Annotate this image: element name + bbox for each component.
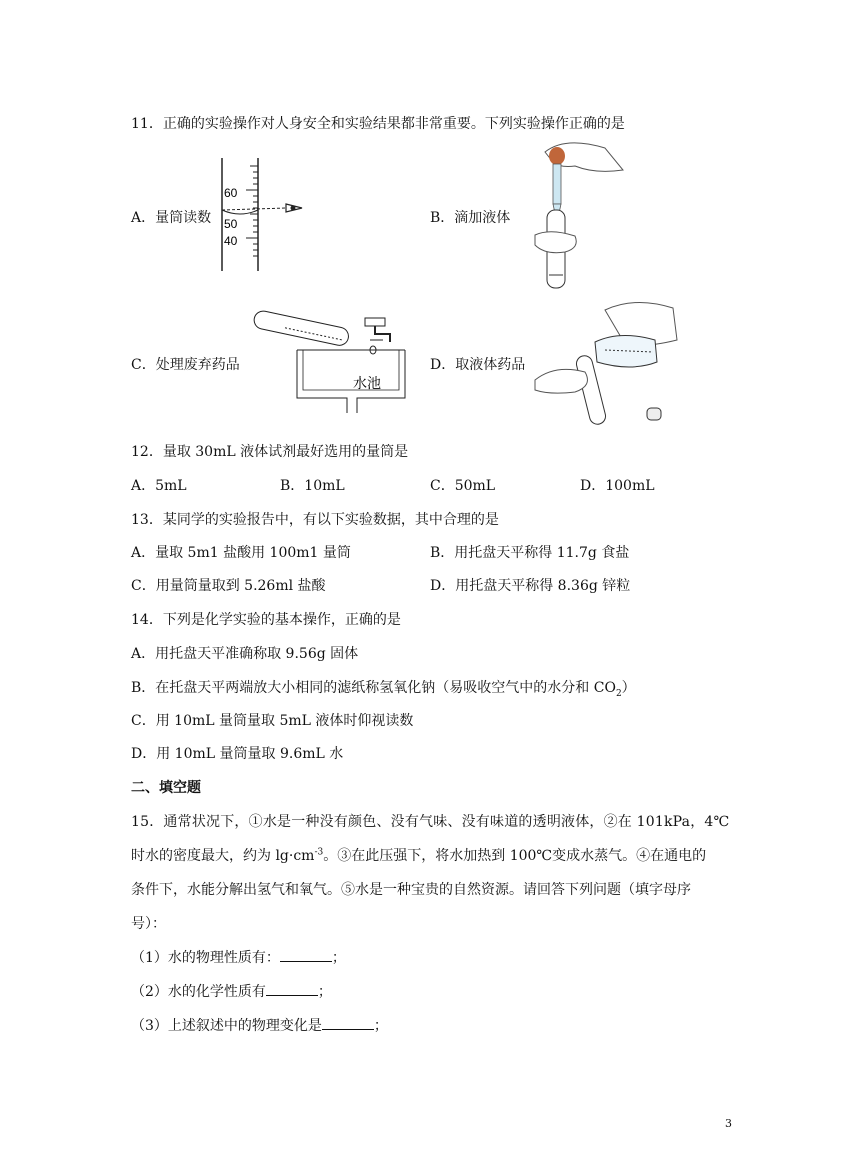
pouring-figure xyxy=(535,300,680,425)
sink-label: 水池 xyxy=(353,376,381,392)
q15-sub-1: （1）水的物理性质有： ； xyxy=(131,950,346,966)
q13-stem: 13．某同学的实验报告中，有以下实验数据，其中合理的是 xyxy=(131,512,499,528)
section-heading: 二、填空题 xyxy=(131,780,201,796)
q11-option-a: A．量筒读数 xyxy=(131,210,212,226)
sink-figure xyxy=(245,310,415,415)
answer-blank-1[interactable] xyxy=(280,949,332,962)
q12-option-d: D．100mL xyxy=(580,478,655,494)
q15-sub-2: （2）水的化学性质有 ； xyxy=(131,984,332,1000)
q15-line-1: 15．通常状况下，①水是一种没有颜色、没有气味、没有味道的透明液体，②在 101kPa，4℃ xyxy=(131,814,730,830)
q13-option-c: C．用量筒量取到 5.26ml 盐酸 xyxy=(131,578,326,594)
q12-option-a: A．5mL xyxy=(131,478,187,494)
q11-option-c: C．处理废弃药品 xyxy=(131,357,240,373)
q13-option-a: A．量取 5m1 盐酸用 100m1 量筒 xyxy=(131,545,351,561)
q12-stem: 12．量取 30mL 液体试剂最好选用的量筒是 xyxy=(131,444,409,460)
tick-label-40: 40 xyxy=(224,234,238,248)
tick-label-60: 60 xyxy=(224,186,238,200)
q15-line-4: 号）： xyxy=(131,916,166,932)
answer-blank-3[interactable] xyxy=(322,1017,374,1030)
q14-stem: 14．下列是化学实验的基本操作，正确的是 xyxy=(131,612,401,628)
q15-sub-3: （3）上述叙述中的物理变化是 ； xyxy=(131,1018,388,1034)
q12-option-c: C．50mL xyxy=(430,478,496,494)
dropper-figure xyxy=(505,140,635,295)
q11-stem: 11．正确的实验操作对人身安全和实验结果都非常重要。下列实验操作正确的是 xyxy=(131,116,625,132)
page-number: 3 xyxy=(725,1117,732,1130)
q13-option-b: B．用托盘天平称得 11.7g 食盐 xyxy=(430,545,630,561)
tick-label-50: 50 xyxy=(224,217,238,231)
q14-option-b: B．在托盘天平两端放大小相同的滤纸称氢氧化钠（易吸收空气中的水分和 $CO_2$） xyxy=(131,680,636,699)
q11-option-d: D．取液体药品 xyxy=(430,357,526,373)
q12-option-b: B．10mL xyxy=(280,478,345,494)
q11-option-b: B．滴加液体 xyxy=(430,210,511,226)
q15-line-3: 条件下，水能分解出氢气和氧气。⑤水是一种宝贵的自然资源。请回答下列问题（填字母序 xyxy=(131,882,691,898)
q15-line-2: 时水的密度最大，约为 $\lg\cdot cm^{-3}$。③在此压强下，将水加热到 100℃变成水蒸气。④在通电的 xyxy=(131,847,707,864)
answer-blank-2[interactable] xyxy=(266,983,318,996)
graduated-cylinder-figure xyxy=(214,158,314,273)
q14-option-d: D．用 10mL 量筒量取 9.6mL 水 xyxy=(131,746,344,762)
q13-option-d: D．用托盘天平称得 8.36g 锌粒 xyxy=(430,578,631,594)
q14-option-c: C．用 10mL 量筒量取 5mL 液体时仰视读数 xyxy=(131,713,414,729)
q14-option-a: A．用托盘天平准确称取 9.56g 固体 xyxy=(131,646,359,662)
